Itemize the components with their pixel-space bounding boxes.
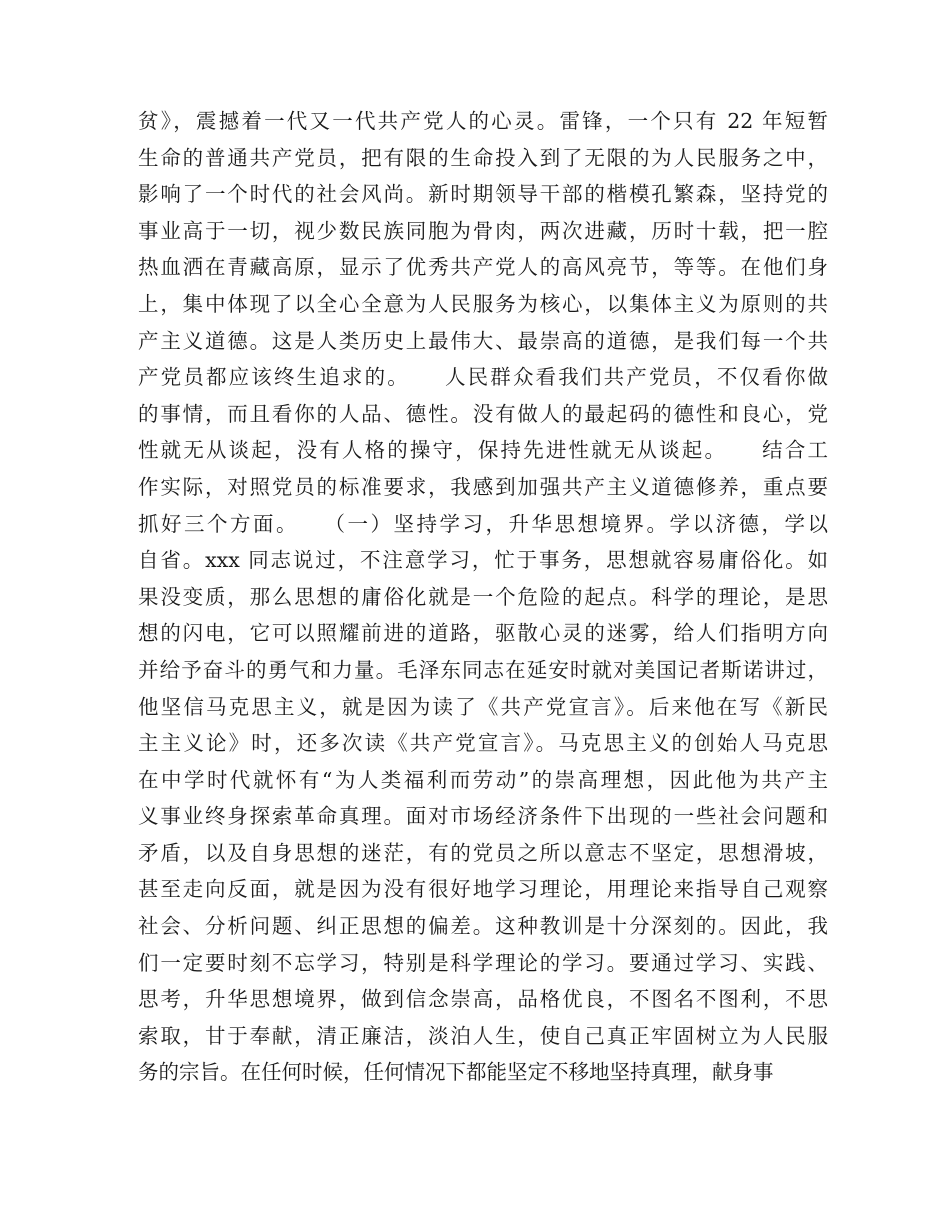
text-line: 生命的普通共产党员，把有限的生命投入到了无限的为人民服务之中， — [138, 145, 828, 170]
text-line: 主主义论》时，还多次读《共产党宣言》。马克思主义的创始人马克思 — [138, 731, 828, 756]
text-line: 社会、分析问题、纠正思想的偏差。这种教训是十分深刻的。因此，我 — [138, 914, 828, 939]
text-line: 作实际，对照党员的标准要求，我感到加强共产主义道德修养，重点要 — [138, 474, 828, 499]
text-line: 自省。xxx 同志说过，不注意学习，忙于事务，思想就容易庸俗化。如 — [138, 548, 828, 573]
body-text — [138, 103, 828, 1091]
text-line: 他坚信马克思主义，就是因为读了《共产党宣言》。后来他在写《新民 — [138, 694, 828, 719]
text-line: 上，集中体现了以全心全意为人民服务为核心，以集体主义为原则的共 — [138, 291, 828, 316]
text-line: 影响了一个时代的社会风尚。新时期领导干部的楷模孔繁森，坚持党的 — [138, 182, 828, 207]
text-line: 甚至走向反面，就是因为没有很好地学习理论，用理论来指导自己观察 — [138, 877, 828, 902]
text-line: 产党员都应该终生追求的。 人民群众看我们共产党员，不仅看你做 — [138, 365, 828, 390]
text-line: 思考，升华思想境界，做到信念崇高，品格优良，不图名不图利，不思 — [138, 987, 828, 1012]
text-line: 事业高于一切，视少数民族同胞为骨肉，两次进藏，历时十载，把一腔 — [138, 218, 828, 243]
text-line: 务的宗旨。在任何时候，任何情况下都能坚定不移地坚持真理，献身事 — [138, 1060, 774, 1085]
text-line: 抓好三个方面。 （一）坚持学习，升华思想境界。学以济德，学以 — [138, 511, 828, 536]
text-line: 并给予奋斗的勇气和力量。毛泽东同志在延安时就对美国记者斯诺讲过， — [138, 657, 828, 682]
text-line: 们一定要时刻不忘学习，特别是科学理论的学习。要通过学习、实践、 — [138, 950, 828, 975]
text-line: 想的闪电，它可以照耀前进的道路，驱散心灵的迷雾，给人们指明方向 — [138, 621, 828, 646]
text-line: 义事业终身探索革命真理。面对市场经济条件下出现的一些社会问题和 — [138, 804, 828, 829]
text-line: 果没变质，那么思想的庸俗化就是一个危险的起点。科学的理论，是思 — [138, 584, 828, 609]
text-line: 热血洒在青藏高原，显示了优秀共产党人的高风亮节，等等。在他们身 — [138, 255, 828, 280]
text-line: 产主义道德。这是人类历史上最伟大、最崇高的道德，是我们每一个共 — [138, 328, 828, 353]
text-line: 矛盾，以及自身思想的迷茫，有的党员之所以意志不坚定，思想滑坡， — [138, 840, 828, 865]
text-line: 在中学时代就怀有“为人类福利而劳动”的崇高理想，因此他为共产主 — [138, 767, 828, 792]
text-line: 性就无从谈起，没有人格的操守，保持先进性就无从谈起。 结合工 — [138, 438, 828, 463]
text-line: 贫》，震撼着一代又一代共产党人的心灵。雷锋，一个只有 22 年短暂 — [138, 109, 828, 133]
text-line: 的事情，而且看你的人品、德性。没有做人的最起码的德性和良心，党 — [138, 401, 828, 426]
text-line: 索取，甘于奉献，清正廉洁，淡泊人生，使自己真正牢固树立为人民服 — [138, 1023, 828, 1048]
